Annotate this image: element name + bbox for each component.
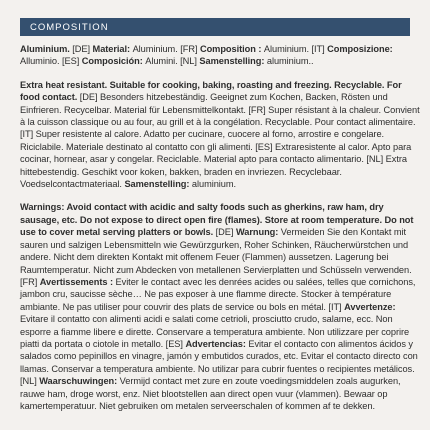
text-segment: aluminium. <box>191 179 237 190</box>
text-segment: Alumini. [NL] <box>145 56 200 67</box>
text-segment: [DE] <box>72 44 93 54</box>
bold-text-segment: Warnung: <box>235 227 281 238</box>
properties-paragraph <box>20 79 422 191</box>
text-segment: Eviter le contact avec les denrées acides ou salées, telles que cornichons, jambon cru, saucisse sèche… Ne pas exposer à une flamme directe. Stocker à température ambiante. Ne pas utiliser pour couvrir des plats de service ou bols en métal. [IT] <box>20 276 416 312</box>
text-segment: Vermeiden Sie den Kontakt mit sauren und salzigen Lebensmitteln wie Gewürzgurken, Roher Schinken, Räucherwürstchen und andere. Nicht dem direkten Kontakt mit offenem Feuer (Flammen) aussetzen. Lagerung bei Raumtemperatur. Nicht zum Abdecken von metallenen Servierplatten und Schüsseln verwenden. [FR] <box>20 227 412 287</box>
text-segment: [DE] Besonders hitzebeständig. Geeignet zum Kochen, Backen, Rösten und Einfrieren. Recycelbar. Material für Lebensmittelkontakt. [FR] Super résistant à la chaleur. Convient à la cuisson classique ou au four, au grill et à la congélation. Recyclable. Pour contact alimentaire. [IT] Super resistente al calore. Adatto per cucinare, cuocere al forno, arrostire e congelare. Riciclabile. Materiale destinato al contatto con gli alimenti. [ES] Extraresistente al calor. Apto para cocinar, hornear, asar y congelar. Reciclable. Material apto para contacto alimentario. [NL] Extra hittebestendig. Geschikt voor koken, bakken, braden en invriezen. Recyclebaar. Voedselcontactmateriaal. <box>20 92 420 190</box>
bold-text-segment: Warnings: Avoid contact with acidic and salty foods such as gherkins, raw ham, dry sausage, etc. Do not expose to direct open fire (flames). Store at room temperature. Do not use to cover metal serving platters or bowls. <box>20 202 414 238</box>
warnings-paragraph <box>20 201 422 412</box>
composition-paragraph <box>20 43 422 68</box>
bold-text-segment: Samenstelling: <box>124 179 192 190</box>
bold-text-segment: Composición: <box>81 56 146 67</box>
bold-text-segment: Samenstelling: <box>199 56 267 67</box>
bold-text-segment: Composition : <box>199 44 264 54</box>
bold-text-segment: Material: <box>92 44 133 54</box>
text-segment: Alluminio. [ES] <box>20 56 82 67</box>
bold-text-segment: Extra heat resistant. Suitable for cooking, baking, roasting and freezing. Recyclable. For food contact. <box>20 79 402 103</box>
text-segment: Aluminium. [FR] <box>132 44 200 54</box>
composition-content <box>20 43 422 412</box>
bold-text-segment: Composizione: <box>327 44 393 54</box>
section-header <box>20 18 410 36</box>
bold-text-segment: Avvertenze: <box>344 301 396 312</box>
text-segment: Evitare il contatto con alimenti acidi e salati come cetrioli, prosciutto crudo, salame, ecc. Non esporre a fiamme libere e dirette. Conservare a temperatura ambiente. Non utilizzare per coprire piatti da portata o ciotole in metallo. [ES] <box>20 314 410 349</box>
bold-text-segment: Aluminium. <box>20 44 73 54</box>
text-segment: Evitar el contacto con alimentos ácidos y salados como pepinillos en vinagre, jamón y embutidos curados, etc. Evitar el contacto directo con llamas. Conservar a temperatura ambiente. No utilizar para cubrir fuentes o recipientes metálicos. [NL] <box>20 338 418 387</box>
text-segment: Vermijd contact met zure en zoute voedingsmiddelen zoals augurken, rauwe ham, droge worst, enz. Niet blootstellen aan direct open vuur (vlammen). Bewaar op kamertemperatuur. Niet gebruiken om metalen serveerschalen of kommen af te dekken. <box>20 376 401 411</box>
bold-text-segment: Waarschuwingen: <box>39 376 120 387</box>
bold-text-segment: Advertencias: <box>185 338 249 349</box>
text-segment: Aluminium. [IT] <box>263 44 328 54</box>
text-segment: [DE] <box>215 227 236 238</box>
text-segment: aluminium.. <box>266 56 314 67</box>
bold-text-segment: Avertissements : <box>39 276 116 287</box>
section-title: COMPOSITION <box>30 21 109 33</box>
